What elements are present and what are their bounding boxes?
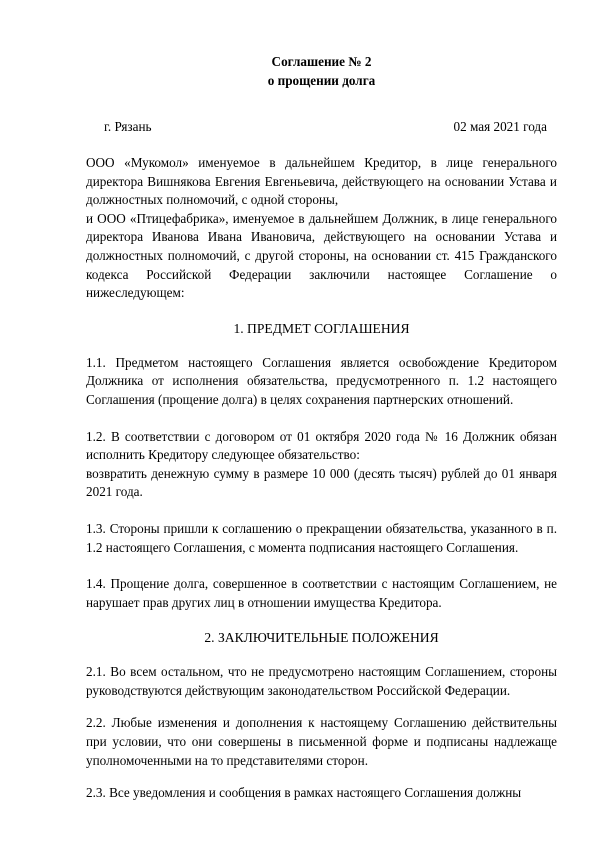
- intro-party-2: и ООО «Птицефабрика», именуемое в дальнейшем Должник, в лице генерального директора Иванова Ивана Ивановича, действующего на основании Устава и должностных полномочий, с другой стороны, на основании ст. 415 Гражданского кодекса Российской Федерации заключили настоящее Соглашение о нижеследующем:: [86, 210, 557, 301]
- place-date-row: [86, 117, 557, 136]
- section-2-heading: 2. ЗАКЛЮЧИТЕЛЬНЫЕ ПОЛОЖЕНИЯ: [204, 630, 439, 646]
- clause-1-2: [86, 428, 557, 502]
- clause-1-3: 1.3. Стороны пришли к соглашению о прекращении обязательства, указанного в п. 1.2 настоящего Соглашения, с момента подписания настоящего Соглашения.: [86, 520, 557, 555]
- clause-1-4: 1.4. Прощение долга, совершенное в соответствии с настоящим Соглашением, не нарушает прав других лиц в отношении имущества Кредитора.: [86, 576, 557, 610]
- clause-1-2-line-2: возвратить денежную сумму в размере 10 000 (десять тысяч) рублей до 01 января 2021 года.: [86, 465, 557, 500]
- city: г. Рязань: [104, 119, 152, 134]
- clause-2-1: 2.1. Во всем остальном, что не предусмотрено настоящим Соглашением, стороны руководствуются действующим законодательством Российской Федерации.: [86, 664, 557, 698]
- clause-2-2: 2.2. Любые изменения и дополнения к настоящему Соглашению действительны при условии, что они совершены в письменной форме и подписаны надлежаще уполномоченными на то представителями сторон.: [86, 715, 557, 768]
- clause-1-2-line-1: 1.2. В соответствии с договором от 01 октября 2020 года № 16 Должник обязан исполнить Кредитору следующее обязательство:: [86, 428, 557, 463]
- document-title: [86, 52, 557, 90]
- title-line-1: Соглашение № 2: [271, 54, 372, 69]
- section-1-heading: 1. ПРЕДМЕТ СОГЛАШЕНИЯ: [233, 320, 410, 336]
- intro-party-1: ООО «Мукомол» именуемое в дальнейшем Кредитор, в лице генерального директора Вишнякова Евгения Евгеньевича, действующего на основании Устава и должностных полномочий, с одной стороны,: [86, 155, 557, 208]
- clause-1-1: 1.1. Предметом настоящего Соглашения является освобождение Кредитором Должника от исполнения обязательства, предусмотренного п. 1.2 настоящего Соглашения (прощение долга) в целях сохранения партнерских отношений.: [86, 354, 557, 407]
- date: 02 мая 2021 года: [453, 119, 547, 134]
- clause-2-3: 2.3. Все уведомления и сообщения в рамках настоящего Соглашения должны: [86, 785, 522, 801]
- title-line-2: о прощении долга: [267, 73, 376, 88]
